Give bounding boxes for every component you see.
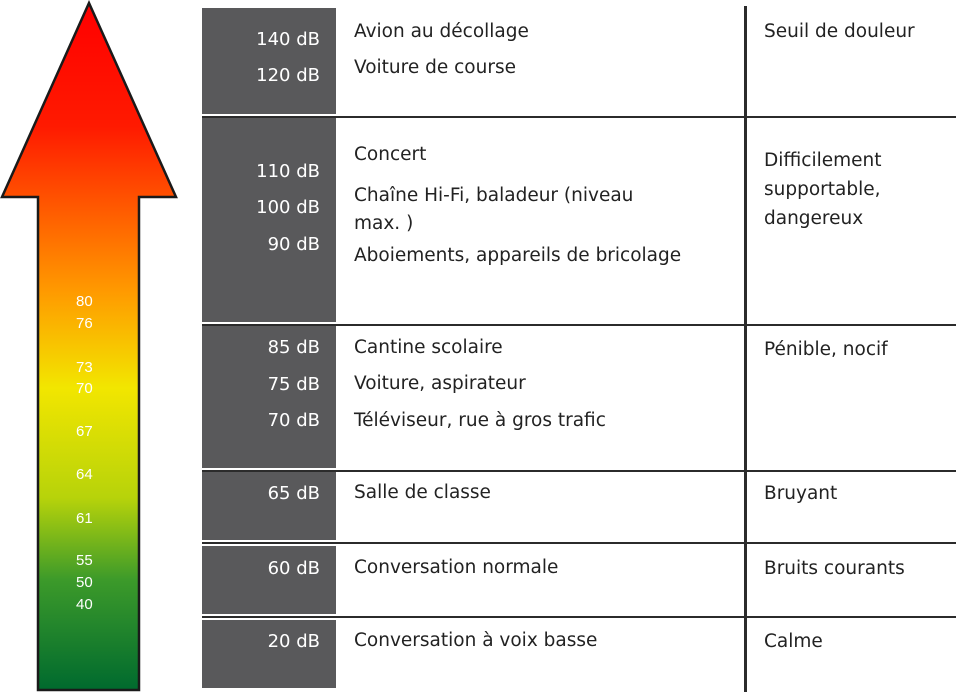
noise-source: Voiture, aspirateur (354, 373, 526, 394)
effect-cell (764, 118, 956, 322)
scale-label: 40 (76, 596, 93, 613)
noise-row (202, 8, 956, 114)
noise-source-cell (336, 326, 746, 468)
effect-label: Bruyant (764, 483, 838, 504)
decibel-value: 140 dB (256, 29, 320, 50)
noise-source: Cantine scolaire (354, 337, 503, 358)
decibel-cell (202, 326, 336, 468)
decibel-cell (202, 546, 336, 614)
decibel-cell (202, 620, 336, 688)
effect-label: Pénible, nocif (764, 339, 888, 360)
effect-cell (764, 326, 956, 468)
scale-label: 70 (76, 380, 93, 397)
effect-label: Seuil de douleur (764, 21, 915, 42)
noise-source: Concert (354, 144, 427, 165)
noise-row (202, 620, 956, 688)
effect-cell (764, 546, 956, 614)
decibel-value: 75 dB (267, 374, 320, 395)
decibel-value: 70 dB (267, 410, 320, 431)
scale-label: 80 (76, 293, 93, 310)
noise-source: Voiture de course (354, 57, 516, 78)
scale-label: 64 (76, 466, 93, 483)
decibel-value: 120 dB (256, 65, 320, 86)
scale-label: 67 (76, 423, 93, 440)
noise-source: Avion au décollage (354, 21, 529, 42)
decibel-value: 65 dB (267, 483, 320, 504)
effect-cell (764, 620, 956, 688)
noise-source: Aboiements, appareils de bricolage (354, 245, 682, 266)
column-divider (744, 6, 747, 692)
decibel-value: 60 dB (267, 558, 320, 579)
scale-label: 55 (76, 552, 93, 569)
decibel-value: 85 dB (267, 337, 320, 358)
effect-cell (764, 8, 956, 114)
row-divider (202, 616, 956, 618)
decibel-value: 90 dB (267, 234, 320, 255)
noise-source-cell (336, 546, 746, 614)
effect-label: Calme (764, 631, 823, 652)
scale-label: 61 (76, 510, 93, 527)
scale-label: 73 (76, 359, 93, 376)
noise-source-cell (336, 472, 746, 540)
noise-source: Conversation à voix basse (354, 630, 598, 651)
scale-label: 50 (76, 574, 93, 591)
noise-source: Salle de classe (354, 482, 491, 503)
decibel-value: 110 dB (256, 161, 320, 182)
decibel-cell (202, 118, 336, 322)
effect-label: Difficilement supportable, dangereux (764, 150, 882, 229)
decibel-cell (202, 472, 336, 540)
noise-source: Chaîne Hi-Fi, baladeur (niveau max. ) (354, 185, 634, 234)
scale-label: 76 (76, 315, 93, 332)
noise-source-cell (336, 8, 746, 114)
noise-row (202, 118, 956, 322)
effect-label: Bruits courants (764, 558, 905, 579)
row-divider (202, 116, 956, 118)
noise-row (202, 472, 956, 540)
row-divider (202, 324, 956, 326)
effect-cell (764, 472, 956, 540)
row-divider (202, 542, 956, 544)
decibel-value: 20 dB (267, 631, 320, 652)
noise-source-cell (336, 118, 746, 322)
row-divider (202, 470, 956, 472)
noise-row (202, 546, 956, 614)
noise-source: Téléviseur, rue à gros trafic (354, 410, 606, 431)
noise-source-cell (336, 620, 746, 688)
decibel-value: 100 dB (256, 197, 320, 218)
decibel-cell (202, 8, 336, 114)
noise-row (202, 326, 956, 468)
noise-source: Conversation normale (354, 557, 559, 578)
